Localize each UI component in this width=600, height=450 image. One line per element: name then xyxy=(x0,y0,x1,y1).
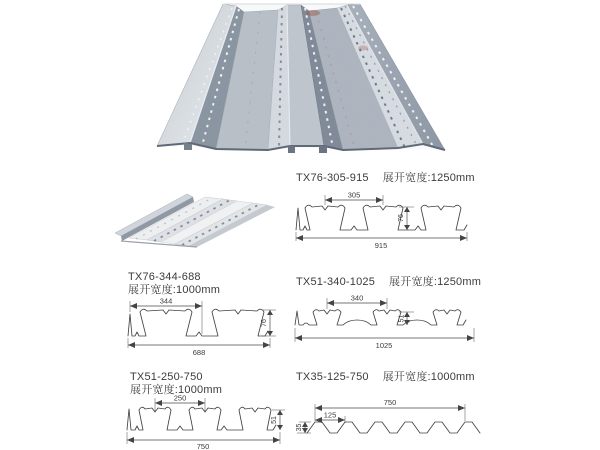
dim-pitch: 250 xyxy=(173,393,187,403)
unfold-width-label: 展开宽度:1000mm xyxy=(382,371,475,383)
diagram-title-tx76-344-688 xyxy=(128,271,220,297)
dim-height: 51 xyxy=(398,314,406,323)
model-number: TX76-305-915 xyxy=(296,172,369,184)
dim-cover-width: 750 xyxy=(196,442,210,450)
rust-mark xyxy=(358,46,368,51)
dim-height: 51 xyxy=(271,416,278,424)
profile-diagram-tx35-125-750 xyxy=(293,392,489,448)
dim-cover-width: 915 xyxy=(374,241,388,250)
model-number: TX35-125-750 xyxy=(296,371,369,383)
profile-diagram-tx51-250-750 xyxy=(118,392,292,450)
profile-diagram-tx51-340-1025 xyxy=(288,292,486,354)
profile-sample-photo xyxy=(105,186,290,248)
unfold-width-label: 展开宽度:1250mm xyxy=(382,172,475,184)
profile-diagram-tx76-305-915 xyxy=(291,188,487,254)
dim-pitch: 340 xyxy=(350,293,364,303)
dim-height: 35 xyxy=(296,423,303,432)
dim-cover-width: 688 xyxy=(192,348,206,357)
model-number: TX76-344-688 xyxy=(128,271,201,283)
profile-outline xyxy=(296,205,467,230)
diagram-title-tx51-340-1025 xyxy=(296,276,481,289)
dim-pitch: 125 xyxy=(323,410,337,420)
speckle-texture xyxy=(140,0,460,160)
dim-height: 76 xyxy=(398,214,405,222)
model-number: TX51-250-750 xyxy=(130,371,203,383)
main-product-photo xyxy=(140,0,460,160)
unfold-width-label: 展开宽度:1000mm xyxy=(128,284,221,296)
dim-cover-width: 1025 xyxy=(375,341,393,350)
unfold-width-label: 展开宽度:1250mm xyxy=(389,276,482,288)
profile-outline xyxy=(128,309,268,336)
dim-height: 76 xyxy=(261,319,268,327)
profile-diagram-tx76-344-688 xyxy=(118,296,280,360)
rust-mark xyxy=(306,10,320,16)
diagram-title-tx76-305-915 xyxy=(296,172,475,185)
diagram-title-tx35-125-750 xyxy=(296,371,475,384)
dim-cover-width: 750 xyxy=(383,398,397,407)
unfold-width-label: 展开宽度:1000mm xyxy=(130,384,223,396)
dim-pitch: 344 xyxy=(159,296,173,306)
dim-pitch: 305 xyxy=(347,190,361,200)
model-number: TX51-340-1025 xyxy=(296,276,376,288)
profile-outline xyxy=(295,310,466,325)
rib-foot xyxy=(319,146,327,153)
rib-foot xyxy=(288,146,295,153)
profile-outline xyxy=(127,407,276,430)
profile-outline xyxy=(307,422,480,433)
rib-foot xyxy=(184,143,192,150)
